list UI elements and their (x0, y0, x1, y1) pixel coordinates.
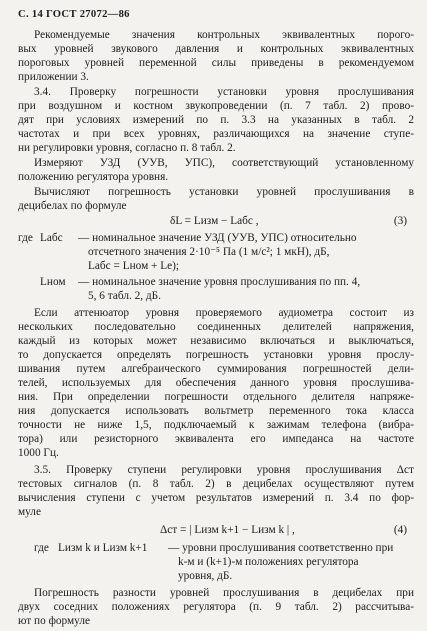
definition-line: уровня, дБ. (178, 570, 233, 582)
symbol: Lизм k и Lизм k+1 (58, 542, 148, 554)
equation-number-4: (4) (393, 524, 407, 536)
text-line: тора) или резисторного эквивалента его импеданса на частоте (18, 433, 414, 445)
text-line: тестовых сигналов (п. 8 табл. 2) в децибелах осуществляют путем (18, 478, 414, 490)
text-line: Вычисляют погрешность установки уровней прослушивания в (34, 186, 414, 198)
text-line: приложении 3. (18, 71, 89, 83)
page-header: С. 14 ГОСТ 27072—86 (18, 9, 130, 20)
text-line: частотах и при всех уровнях, различающихся на значение ступе- (18, 128, 414, 140)
text-line: Если аттенюатор уровня проверяемого аудиометра состоит из (34, 307, 414, 319)
definition-line: — номинальное значение уровня прослушивания по пп. 4, (78, 276, 361, 288)
text-line: шивания путем алгебраического суммирования погрешностей дели- (18, 363, 414, 375)
text-line: децибелах по формуле (18, 200, 127, 212)
formula-4: Δст = | Lизм k+1 − Lизм k | , (160, 524, 295, 536)
text-line: дят при условиях измерений по п. 3.3 на указанных в табл. 2 (18, 114, 414, 126)
text-line: нескольких последовательно соединенных делителей напряжения, (18, 321, 414, 333)
text-line: положению регулятора уровня. (18, 171, 169, 183)
text-line: точности не ниже 1,5, подключаемый к зажимам телефона (вибра- (18, 419, 414, 431)
text-line: вычисления ступени с учетом результатов измерений п. 3.4 по фор- (18, 492, 414, 504)
text-line: 3.4. Проверку погрешности установки уровня прослушивания (34, 86, 414, 98)
definition-line: 5, 6 табл. 2, дБ. (88, 290, 161, 302)
text-line: телей, используемых для обеспечения данного уровня прослушива- (18, 377, 414, 389)
text-line: ют по формуле (18, 615, 90, 627)
symbol: Lабс (40, 232, 63, 244)
text-line: ния. При определении погрешности отдельного делителя напряже- (18, 391, 414, 403)
definition-line: Lабс = Lном + Lе); (88, 260, 180, 272)
text-line: ния допускается использовать вольтметр переменного тока класса (18, 405, 414, 417)
where-label: где (34, 542, 49, 554)
text-line: Погрешность разности уровней прослушивания в децибелах при (34, 587, 414, 599)
definition-line: — номинальное значение УЗД (УУВ, УПС) относительно (78, 232, 357, 244)
text-line: 1000 Гц. (18, 447, 59, 459)
text-line: муле (18, 506, 41, 518)
text-line: каждый из которых может независимо включаться и выключаться, (18, 335, 414, 347)
text-line: при воздушном и костном звукопроведении (п. 7 табл. 2) прово- (18, 100, 414, 112)
text-line: 3.5. Проверку ступени регулировки уровня прослушивания Δст (34, 464, 414, 476)
text-line: вых уровней звукового давления и контрольных эквивалентных (18, 43, 414, 55)
symbol: Lном (40, 276, 66, 288)
formula-3: δL = Lизм − Lабс , (170, 215, 259, 227)
text-line: Измеряют УЗД (УУВ, УПС), соответствующий установленному (34, 157, 414, 169)
equation-number-3: (3) (393, 215, 407, 227)
text-line: ни регулировки уровня, согласно п. 8 табл. 2. (18, 142, 236, 154)
definition-line: — уровни прослушивания соответственно при (168, 542, 394, 554)
where-label: где (18, 232, 33, 244)
text-line: пороговых уровней переменной силы приведены в рекомендуемом (18, 57, 414, 69)
text-line: двух соседних положениях регулятора (п. 9 табл. 2) рассчитыва- (18, 601, 414, 613)
definition-line: k-м и (k+1)-м положениях регулятора (178, 556, 359, 568)
definition-line: отсчетного значения 2·10⁻⁵ Па (1 м/с²; 1 мкН), дБ, (88, 246, 330, 258)
text-line: то допускается определять погрешность установки уровня прослу- (18, 349, 414, 361)
text-line: Рекомендуемые значения контрольных эквивалентных порого- (34, 29, 414, 41)
